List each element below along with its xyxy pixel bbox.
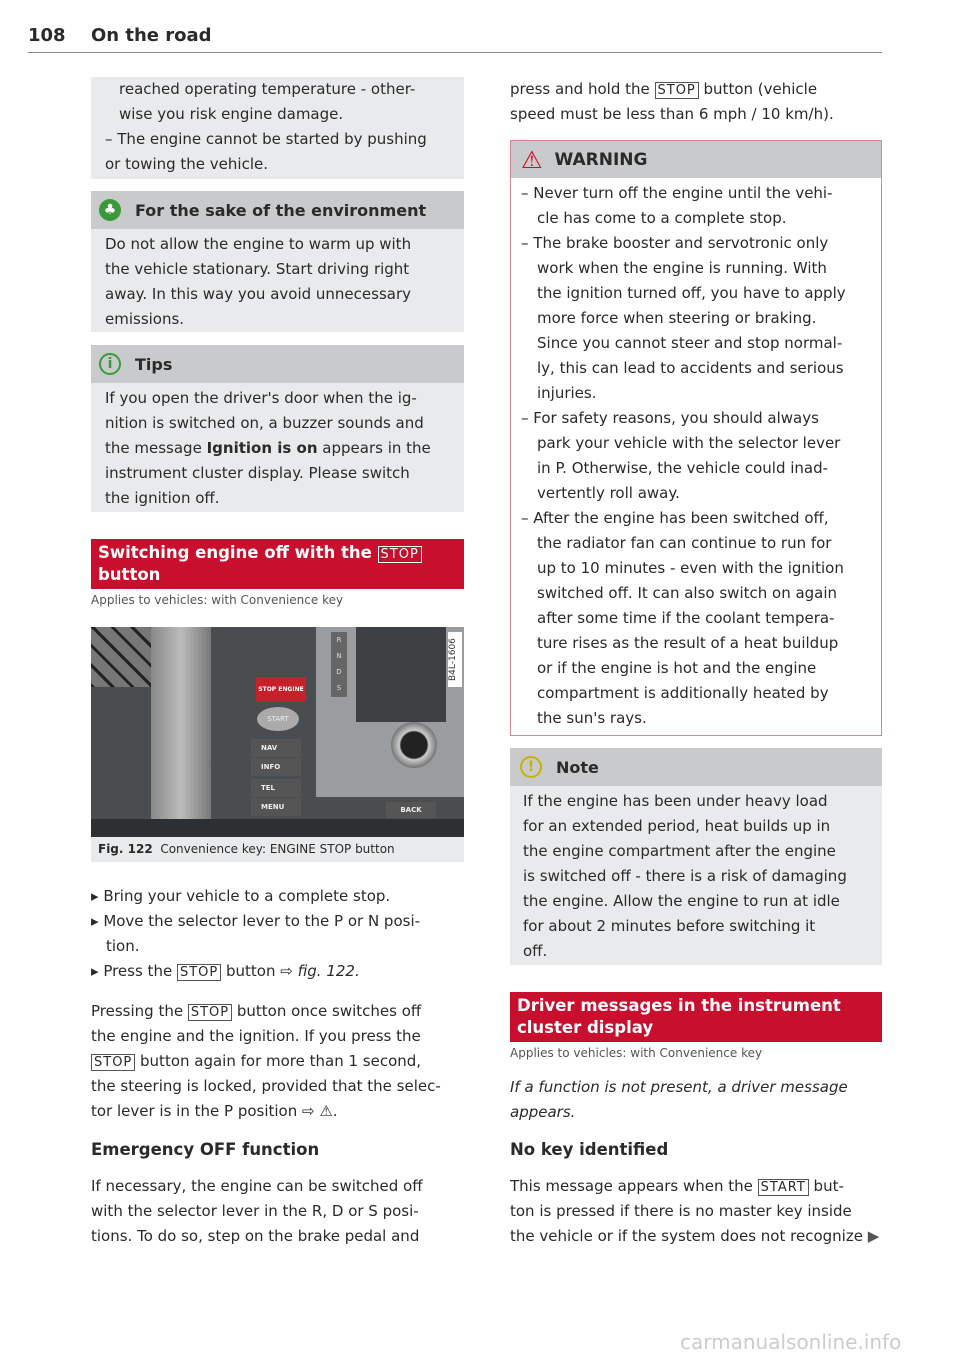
list-item: ▸ Move the selector lever to the P or N posi- tion. bbox=[91, 912, 421, 955]
section-heading-driver-messages: Driver messages in the instrument cluster display bbox=[510, 992, 882, 1042]
tips-text: If you open the driver's door when the ig- nition is switched on, a buzzer sounds and the message bbox=[105, 389, 424, 457]
section-heading-stop bbox=[91, 539, 464, 589]
info-icon: i bbox=[99, 353, 121, 375]
pedal-grip bbox=[91, 627, 151, 687]
continuation-box bbox=[91, 77, 464, 179]
tips-title: Tips bbox=[135, 354, 173, 374]
list-item: ▸ Bring your vehicle to a complete stop. bbox=[91, 887, 391, 905]
gear-indicator: R N D S bbox=[331, 632, 347, 697]
warning-item: – The brake booster and servotronic only work when the engine is running. With the ignition turned off, you have to apply more force when steering or braking. Since you cannot steer and stop normal- ly, this can lead to accidents and serious injuries. bbox=[521, 234, 846, 402]
continuation-text: reached operating temperature - other- wise you risk engine damage. bbox=[119, 80, 416, 123]
tips-text: appears in the instrument cluster display. Please switch the ignition off. bbox=[105, 439, 431, 507]
stop-engine-button: STOP ENGINE bbox=[256, 677, 306, 702]
warning-item: – For safety reasons, you should always park your vehicle with the selector lever in P. Otherwise, the vehicle could inad- vertently roll away. bbox=[521, 409, 841, 502]
nav-button: NAV bbox=[251, 739, 301, 757]
console-edge bbox=[91, 819, 464, 837]
environment-body: Do not allow the engine to warm up with the vehicle stationary. Start driving right away. In this way you avoid unnecessary emissions. bbox=[91, 229, 464, 332]
stop-key: STOP bbox=[91, 1054, 135, 1071]
list-item: ▸ Press the STOP button ⇨ fig. 122. bbox=[91, 962, 360, 980]
note-exclamation-icon: ! bbox=[520, 756, 542, 778]
no-key-heading: No key identified bbox=[510, 1140, 669, 1159]
tel-button: TEL bbox=[251, 779, 301, 797]
applies-to: Applies to vehicles: with Convenience key bbox=[510, 1046, 763, 1060]
continue-arrow-icon: ▶ bbox=[867, 1227, 880, 1245]
environment-leaf-icon: ♣ bbox=[99, 199, 121, 221]
back-button: BACK bbox=[386, 802, 436, 818]
tips-bold-message: Ignition is on bbox=[206, 439, 318, 457]
note-body: If the engine has been under heavy load for an extended period, heat builds up in the engine compartment after the engine is switched off - there is a risk of damaging the engine. Allow the engine to run at idle for about 2 minutes before switching it off. bbox=[510, 786, 882, 965]
warning-reference-link[interactable]: ⇨ ⚠. bbox=[302, 1102, 338, 1120]
applies-to: Applies to vehicles: with Convenience key bbox=[91, 593, 344, 607]
no-key-body: This message appears when the START but- ton is pressed if there is no master key inside the vehicle or if the system does not recognize ▶ bbox=[510, 1177, 880, 1245]
warning-list bbox=[511, 178, 881, 734]
intro-text: If a function is not present, a driver message appears. bbox=[510, 1078, 848, 1121]
section-title: On the road bbox=[91, 25, 212, 46]
tips-body bbox=[91, 383, 464, 512]
tips-header bbox=[91, 345, 464, 383]
stop-paragraph: Pressing the STOP button once switches off the engine and the ignition. If you press the STOP button again for more than 1 second, the steering is locked, provided that the selec- tor lever is in the P position ⇨ ⚠. bbox=[91, 1002, 441, 1120]
heading-text: Switching engine off with the bbox=[98, 543, 378, 562]
menu-button: MENU bbox=[251, 798, 301, 816]
figure-convenience-key bbox=[91, 627, 464, 837]
note-title: Note bbox=[556, 757, 599, 777]
figure-reference-link[interactable]: ⇨ fig. 122. bbox=[280, 962, 360, 980]
watermark: carmanualsonline.info bbox=[680, 1330, 902, 1354]
trim-panel bbox=[151, 627, 211, 837]
warning-header bbox=[511, 141, 881, 178]
mmi-control-knob bbox=[391, 722, 437, 768]
heading-text: button bbox=[98, 565, 161, 584]
stop-key: STOP bbox=[655, 82, 699, 99]
stop-key: STOP bbox=[188, 1004, 232, 1021]
warning-title: WARNING bbox=[554, 149, 648, 170]
environment-title: For the sake of the environment bbox=[135, 200, 427, 220]
figure-code: B4L-1606 bbox=[448, 632, 462, 687]
warning-box bbox=[510, 140, 882, 736]
figure-label: Fig. 122 bbox=[98, 842, 153, 856]
stop-key: STOP bbox=[177, 964, 221, 981]
stop-key: STOP bbox=[378, 546, 422, 563]
emergency-heading: Emergency OFF function bbox=[91, 1140, 320, 1159]
start-key: START bbox=[758, 1179, 809, 1196]
continuation-dash-item: – The engine cannot be started by pushing or towing the vehicle. bbox=[105, 130, 427, 173]
header-rule bbox=[28, 52, 882, 53]
emergency-body: If necessary, the engine can be switched off with the selector lever in the R, D or S posi- tions. To do so, step on the brake pedal and bbox=[91, 1177, 423, 1245]
environment-header bbox=[91, 191, 464, 229]
continuation-text-right: press and hold the STOP button (vehicle speed must be less than 6 mph / 10 km/h). bbox=[510, 80, 834, 123]
warning-item: – After the engine has been switched off, the radiator fan can continue to run for up to 10 minutes - even with the ignition switched off. It can also switch on again after some time if the coolant tempera- ture rises as the result of a heat buildup or if the engine is hot and the engine compartment is additionally heated by the sun's rays. bbox=[521, 509, 844, 727]
display-screen bbox=[356, 627, 446, 722]
info-button: INFO bbox=[251, 758, 301, 776]
warning-item: – Never turn off the engine until the vehi- cle has come to a complete stop. bbox=[521, 184, 833, 227]
figure-caption bbox=[91, 837, 464, 862]
page-number: 108 bbox=[28, 25, 66, 46]
start-engine-button: START bbox=[257, 707, 299, 731]
caption-text: Convenience key: ENGINE STOP button bbox=[160, 842, 395, 856]
mmi-buttons bbox=[251, 739, 301, 816]
note-header bbox=[510, 748, 882, 786]
instruction-list bbox=[91, 884, 464, 984]
warning-triangle-icon: ⚠ bbox=[521, 145, 543, 174]
